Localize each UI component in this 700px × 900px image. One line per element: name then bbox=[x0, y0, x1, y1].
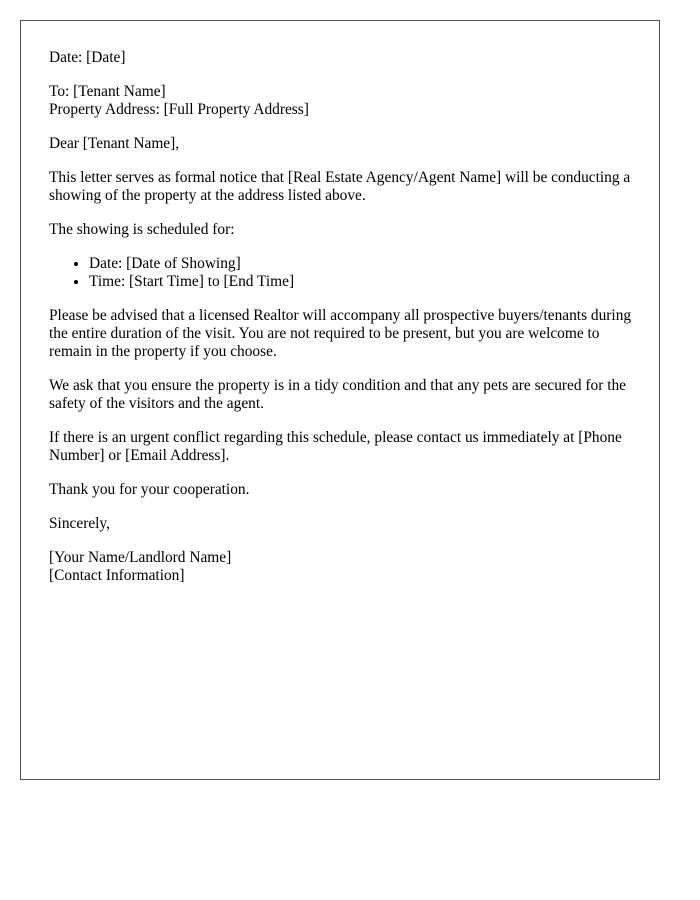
schedule-time-item: • Time: [Start Time] to [End Time] bbox=[89, 273, 639, 291]
recipient-name-line: To: [Tenant Name] bbox=[49, 83, 166, 100]
schedule-list bbox=[49, 255, 639, 291]
thanks-line: Thank you for your cooperation. bbox=[49, 481, 250, 498]
schedule-intro: The showing is scheduled for: bbox=[49, 221, 235, 238]
tidy-paragraph: We ask that you ensure the property is in a tidy condition and that any pets are secured for the safety of the visitors and the agent. bbox=[49, 377, 627, 412]
salutation: Dear [Tenant Name], bbox=[49, 135, 180, 152]
property-address-line: Property Address: [Full Property Address] bbox=[49, 101, 309, 118]
signer-name: [Your Name/Landlord Name] bbox=[49, 549, 232, 566]
signer-contact: [Contact Information] bbox=[49, 567, 185, 584]
recipient-block bbox=[49, 83, 639, 119]
realtor-paragraph: Please be advised that a licensed Realtor will accompany all prospective buyers/tenants during the entire duration of the visit. You are not required to be present, but you are welcome to remain in the property if you choose. bbox=[49, 307, 632, 360]
schedule-date-item: • Date: [Date of Showing] bbox=[89, 255, 639, 273]
contact-paragraph: If there is an urgent conflict regarding this schedule, please contact us immediately at [Phone Number] or [Email Address]. bbox=[49, 429, 622, 464]
date-line: Date: [Date] bbox=[49, 49, 126, 66]
notice-paragraph: This letter serves as formal notice that [Real Estate Agency/Agent Name] will be conducting a showing of the property at the address listed above. bbox=[49, 169, 631, 204]
signature-block bbox=[49, 549, 639, 585]
letter-body bbox=[49, 49, 639, 601]
closing-line: Sincerely, bbox=[49, 515, 110, 532]
letter-page bbox=[20, 20, 660, 780]
